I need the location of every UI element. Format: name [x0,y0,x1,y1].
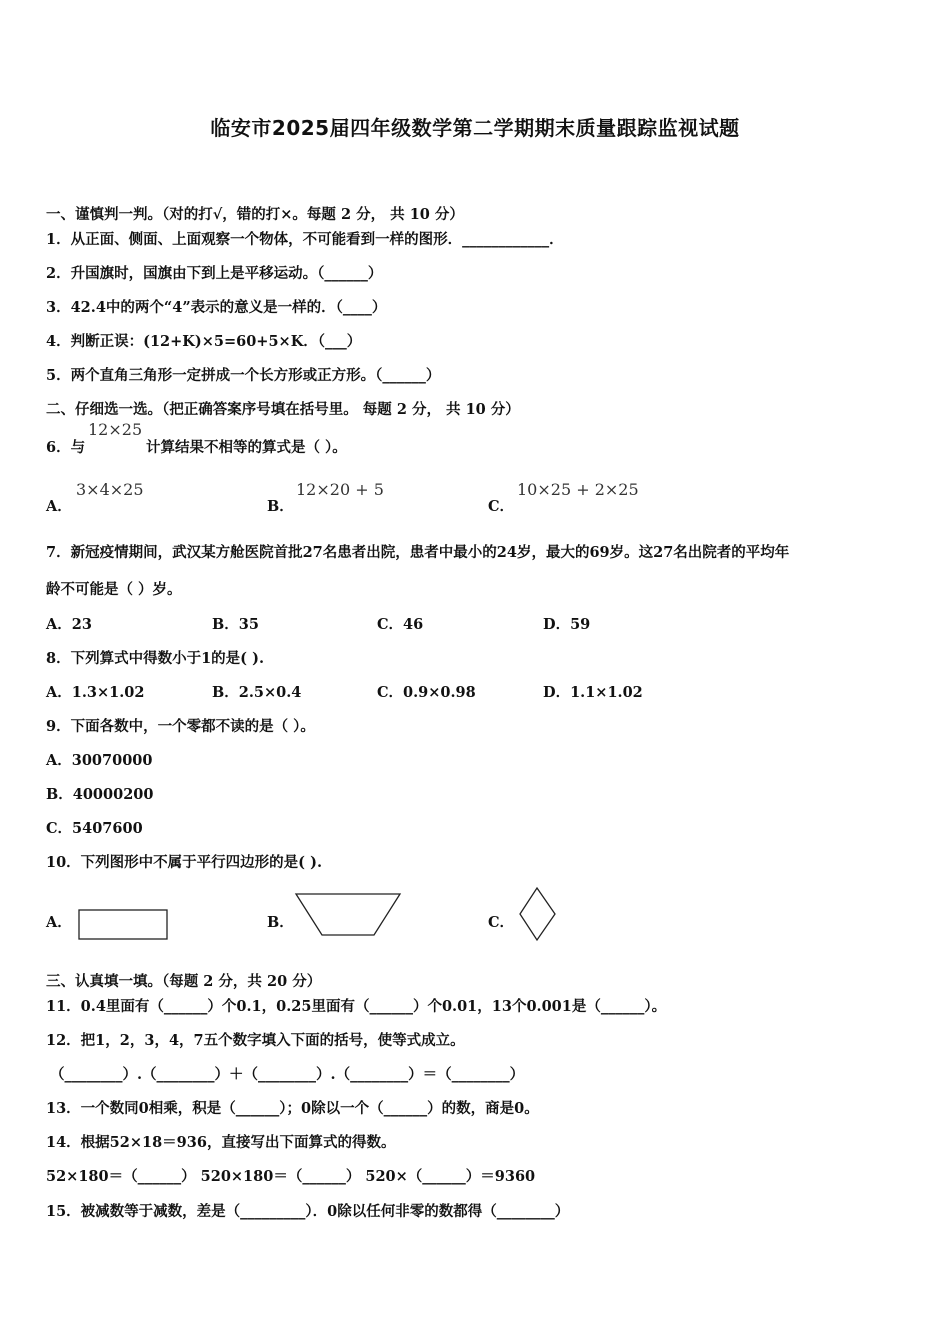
option-7b: B．35 [212,616,259,633]
section-3-heading: 三、认真填一填。（每题 2 分，共 20 分） [46,973,322,990]
question-2: 2．升国旗时，国旗由下到上是平移运动。（______） [46,265,383,282]
option-9a: A．30070000 [46,752,153,769]
option-7c: C．46 [377,616,424,633]
option-8c: C．0.9×0.98 [377,684,476,701]
question-6-expression: 12×25 [88,420,143,439]
question-7-line-1: 7．新冠疫情期间，武汉某方舱医院首批27名患者出院，患者中最小的24岁，最大的69岁。这27名出院者的平均年 [46,544,790,561]
question-12: 12．把1，2，3，4，7五个数字填入下面的括号，使等式成立。 [46,1032,465,1049]
option-8d: D．1.1×1.02 [543,684,643,701]
question-1: 1．从正面、侧面、上面观察一个物体，不可能看到一样的图形．____________． [46,231,564,248]
option-6b-expression: 12×20 + 5 [296,480,384,499]
option-7d: D．59 [543,616,591,633]
question-15: 15．被减数等于减数，差是（_________）．0除以任何非零的数都得（________） [46,1203,570,1220]
question-5: 5．两个直角三角形一定拼成一个长方形或正方形。（______） [46,367,441,384]
question-8: 8．下列算式中得数小于1的是( ). [46,650,264,667]
question-9: 9．下面各数中，一个零都不读的是（ ）。 [46,718,315,735]
option-9c: C．5407600 [46,820,143,837]
option-6b-label: B． [267,498,294,515]
question-13: 13．一个数同0相乘，积是（______）；0除以一个（______）的数，商是0。 [46,1100,539,1117]
question-10: 10．下列图形中不属于平行四边形的是( ). [46,854,322,871]
option-6a-expression: 3×4×25 [76,480,144,499]
option-8a: A．1.3×1.02 [46,684,145,701]
question-14: 14．根据52×18＝936，直接写出下面算式的得数。 [46,1134,396,1151]
question-6-suffix: 计算结果不相等的算式是（ ）。 [146,439,347,456]
option-9b: B．40000200 [46,786,154,803]
option-10c-label: C． [488,914,515,931]
question-7-line-2: 龄不可能是（ ）岁。 [46,581,182,598]
option-6c-label: C． [488,498,515,515]
section-1-heading: 一、谨慎判一判。（对的打√，错的打×。每题 2 分， 共 10 分） [46,206,464,223]
option-6c-expression: 10×25 + 2×25 [517,480,639,499]
question-4: 4．判断正误：(12+K)×5=60+5×K．（___） [46,333,362,350]
question-6-prefix: 6．与 [46,439,86,456]
option-10a-label: A． [46,914,72,931]
question-12-equation: （________）.（________）＋（________）.（________）＝（________） [50,1066,525,1083]
option-6a-label: A． [46,498,72,515]
rectangle-shape [78,908,170,942]
rhombus-shape [518,886,558,944]
question-11: 11．0.4里面有（______）个0.1，0.25里面有（______）个0.01，13个0.001是（______）。 [46,998,667,1015]
section-2-heading: 二、仔细选一选。（把正确答案序号填在括号里。 每题 2 分， 共 10 分） [46,401,520,418]
option-10b-label: B． [267,914,294,931]
question-3: 3．42.4中的两个“4”表示的意义是一样的．（____） [46,299,387,316]
trapezoid-shape [294,892,404,940]
option-7a: A．23 [46,616,92,633]
question-14-equations: 52×180＝（______） 520×180＝（______） 520×（______）＝9360 [46,1168,536,1185]
option-8b: B．2.5×0.4 [212,684,302,701]
page-title: 临安市2025届四年级数学第二学期期末质量跟踪监视试题 [210,116,740,140]
